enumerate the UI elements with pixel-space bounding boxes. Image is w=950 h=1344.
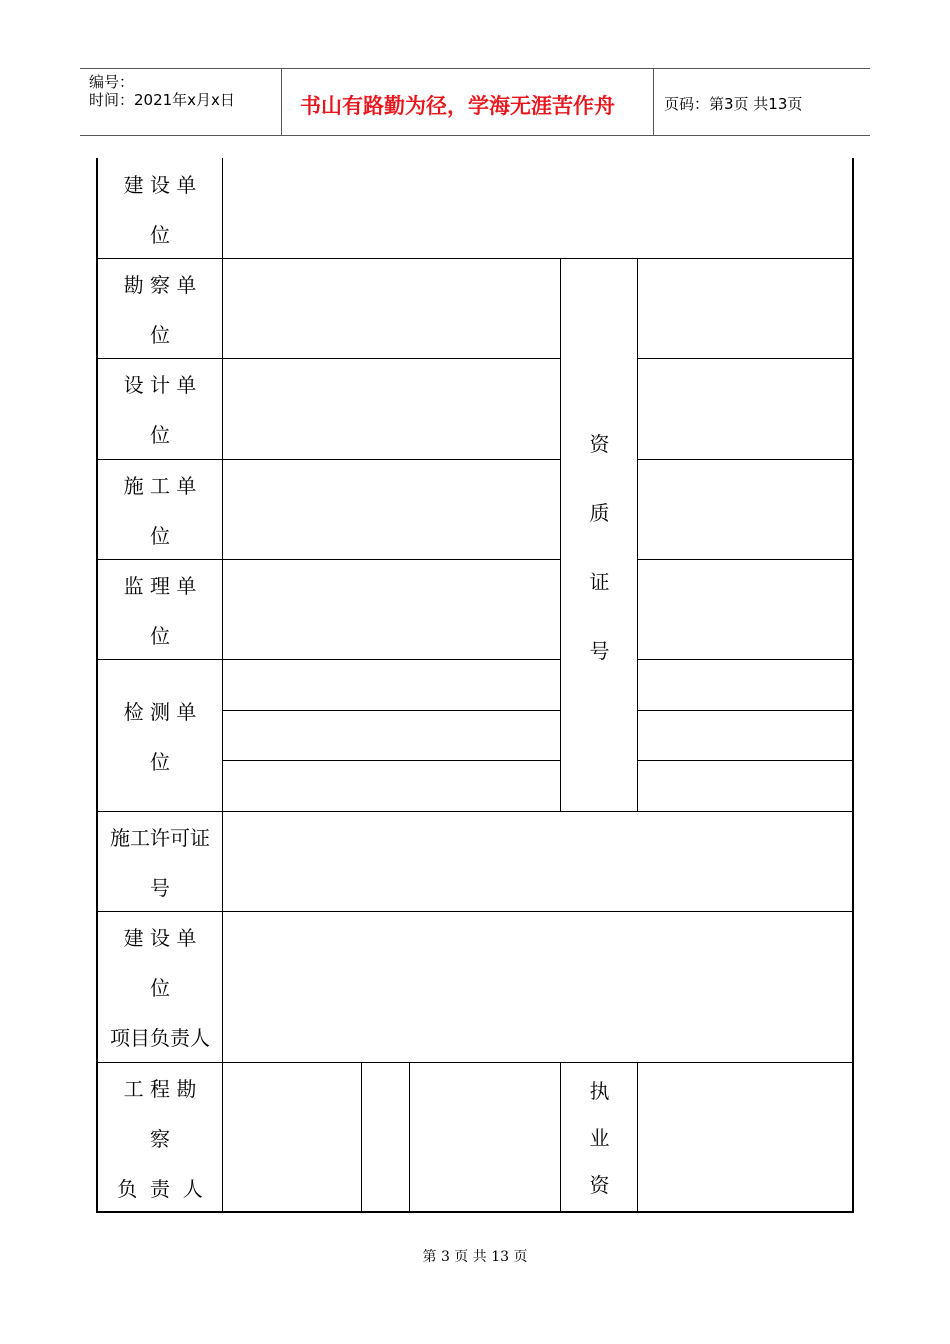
cell-divider <box>560 1062 561 1212</box>
page-indicator: 页码：第3页 共13页 <box>664 95 803 113</box>
label-line: 施工许可证 <box>110 826 210 850</box>
label-char: 资 <box>589 1173 610 1197</box>
label-line: 位 <box>150 976 170 1000</box>
label-line: 工 程 勘 <box>123 1077 197 1101</box>
label-line: 位 <box>150 750 170 774</box>
cell-divider <box>409 1062 410 1212</box>
sub-row-separator <box>222 760 560 761</box>
label-char: 资 <box>589 432 610 456</box>
header-motto: 书山有路勤为径，学海无涯苦作舟 <box>300 94 615 118</box>
document-date: 时间：2021年x月x日 <box>89 91 235 109</box>
row-separator <box>637 559 854 560</box>
cell-divider <box>361 1062 362 1212</box>
row-separator <box>637 659 854 660</box>
sub-row-separator <box>637 760 854 761</box>
label-line: 施 工 单 <box>123 474 197 498</box>
label-line: 设 计 单 <box>123 373 197 397</box>
label-testing-unit <box>98 687 222 787</box>
sub-row-separator <box>222 710 560 711</box>
row-separator <box>637 459 854 460</box>
header-divider <box>281 68 282 136</box>
label-line: 监 理 单 <box>123 574 197 598</box>
label-supervision-unit <box>98 561 222 661</box>
row-separator <box>637 358 854 359</box>
label-survey-lead <box>98 1064 222 1214</box>
label-char: 质 <box>589 501 610 525</box>
sub-row-separator <box>637 710 854 711</box>
qualification-column-divider <box>637 258 638 811</box>
label-line: 负 责 人 <box>117 1177 203 1201</box>
label-line: 项目负责人 <box>110 1026 210 1050</box>
label-char: 证 <box>589 570 610 594</box>
label-practice-qualification <box>562 1068 637 1209</box>
label-char: 号 <box>589 639 610 663</box>
label-column-divider <box>222 158 223 1212</box>
header-bottom-rule <box>80 135 870 136</box>
label-owner-project-lead <box>98 913 222 1063</box>
table-border-right <box>852 158 854 1212</box>
qualification-column-divider <box>560 258 561 811</box>
cell-divider <box>637 1062 638 1212</box>
label-line: 检 测 单 <box>123 700 197 724</box>
label-char: 业 <box>589 1126 610 1150</box>
label-line: 位 <box>150 423 170 447</box>
header-divider <box>653 68 654 136</box>
label-line: 建 设 单 <box>123 173 197 197</box>
label-line: 勘 察 单 <box>123 273 197 297</box>
label-line: 察 <box>150 1127 170 1151</box>
label-line: 建 设 单 <box>123 926 197 950</box>
label-build-unit <box>98 461 222 561</box>
label-line: 号 <box>150 876 170 900</box>
label-line: 位 <box>150 524 170 548</box>
label-construction-unit <box>98 160 222 260</box>
label-construction-permit <box>98 813 222 913</box>
label-qualification-number <box>562 410 637 686</box>
label-survey-unit <box>98 260 222 360</box>
page-footer: 第 3 页 共 13 页 <box>422 1249 528 1265</box>
row-separator <box>96 811 854 812</box>
label-line: 位 <box>150 223 170 247</box>
header-top-rule <box>80 68 870 69</box>
label-line: 位 <box>150 323 170 347</box>
label-line: 位 <box>150 624 170 648</box>
document-number-label: 编号： <box>89 73 135 91</box>
label-char: 执 <box>589 1079 610 1103</box>
label-design-unit <box>98 360 222 460</box>
